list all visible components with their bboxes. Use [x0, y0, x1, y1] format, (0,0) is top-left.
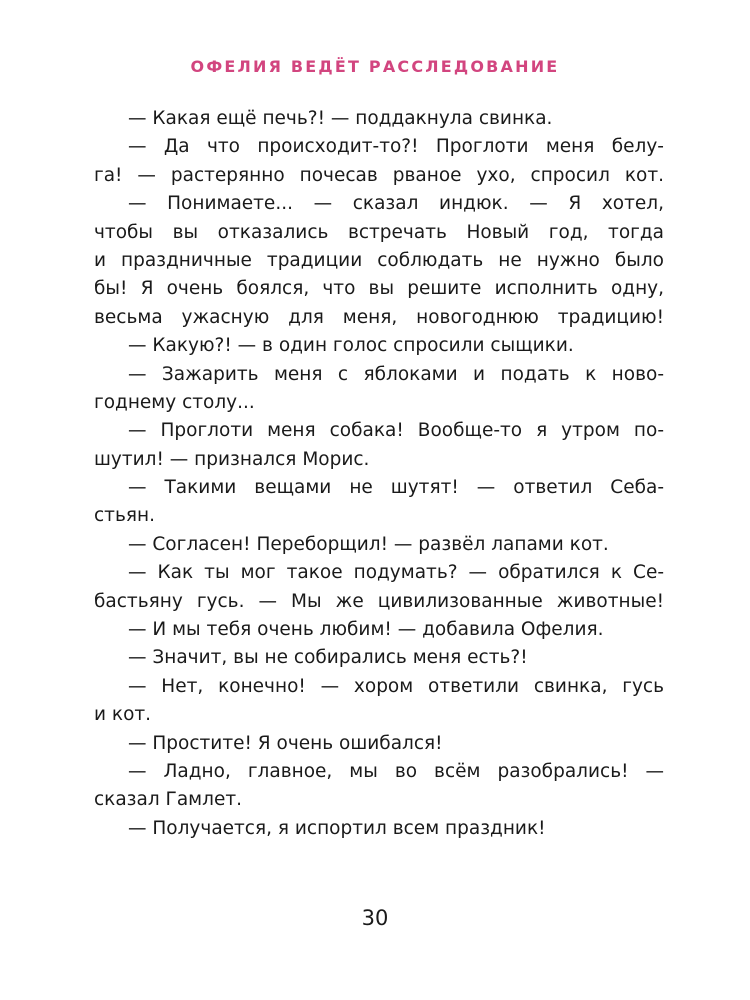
- text-line: — Получается, я испортил всем праздник!: [128, 817, 546, 839]
- text-line: годнему столу...: [94, 391, 255, 413]
- text-line: га! — растерянно почесав рваное ухо, спросил кот.: [94, 164, 664, 186]
- text-line: и кот.: [94, 704, 152, 726]
- text-line: стьян.: [94, 505, 155, 527]
- text-line: — Ладно, главное, мы во всём разобрались! —: [128, 760, 664, 782]
- text-line: чтобы вы отказались встречать Новый год, тогда: [94, 221, 664, 243]
- text-line: — Зажарить меня с яблоками и подать к ново-: [128, 363, 664, 385]
- text-line: — Нет, конечно! — хором ответили свинка, гусь: [128, 675, 664, 697]
- text-line: — Понимаете... — сказал индюк. — Я хотел,: [128, 193, 664, 215]
- running-head: ОФЕЛИЯ ВЕДЁТ РАССЛЕДОВАНИЕ: [190, 57, 560, 76]
- text-line: и праздничные традиции соблюдать не нужно было: [94, 249, 664, 271]
- text-line: сказал Гамлет.: [94, 789, 242, 811]
- text-line: — Да что происходит-то?! Проглоти меня белу-: [128, 136, 664, 158]
- text-line: — Проглоти меня собака! Вообще-то я утром по-: [128, 420, 664, 442]
- page-number: 30: [361, 906, 389, 930]
- text-line: — И мы тебя очень любим! — добавила Офелия.: [128, 619, 604, 641]
- text-line: бастьяну гусь. — Мы же цивилизованные животные!: [94, 590, 664, 612]
- text-line: — Как ты мог такое подумать? — обратился к Се-: [128, 562, 664, 584]
- text-line: — Значит, вы не собирались меня есть?!: [128, 647, 528, 669]
- text-line: — Согласен! Переборщил! — развёл лапами кот.: [128, 533, 609, 555]
- text-line: бы! Я очень боялся, что вы решите исполнить одну,: [94, 278, 664, 300]
- text-line: весьма ужасную для меня, новогоднюю традицию!: [94, 306, 664, 328]
- text-line: — Простите! Я очень ошибался!: [128, 732, 443, 754]
- text-line: — Какая ещё печь?! — поддакнула свинка.: [128, 108, 553, 129]
- body-text: [94, 105, 664, 843]
- text-line: — Такими вещами не шутят! — ответил Себа-: [128, 477, 664, 499]
- text-line: — Какую?! — в один голос спросили сыщики.: [128, 335, 574, 357]
- text-line: шутил! — признался Морис.: [94, 448, 370, 470]
